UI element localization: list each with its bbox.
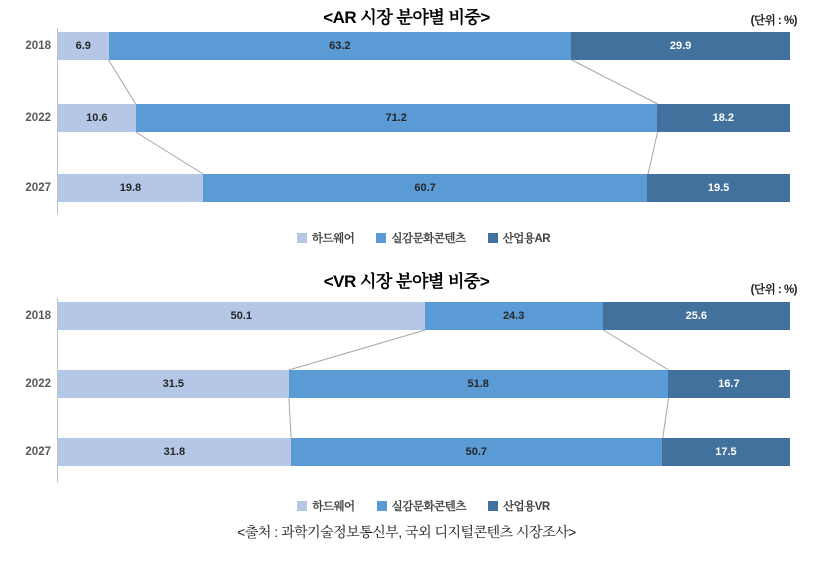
legend-label: 하드웨어: [312, 501, 355, 513]
year-label-2027: 2027: [25, 182, 51, 194]
ar-unit-label: (단위 : %): [750, 15, 797, 27]
bar-segment-산업용AR: [657, 104, 790, 132]
bar-value: 50.1: [230, 310, 253, 322]
bar-value: 18.2: [712, 112, 735, 124]
bar-value: 51.8: [467, 378, 489, 390]
bar-segment-실감문화콘텐츠: [425, 302, 603, 330]
bar-value: 31.5: [162, 378, 184, 390]
bar-value: 10.6: [86, 112, 108, 124]
vr-unit-label: (단위 : %): [750, 284, 797, 296]
legend-label: 산업용AR: [502, 233, 551, 245]
bar-segment-산업용AR: [571, 32, 790, 60]
bar-segment-실감문화콘텐츠: [289, 370, 668, 398]
bar-row-2022: [58, 104, 790, 132]
bar-value: 16.7: [718, 378, 740, 390]
bar-segment-하드웨어: [58, 32, 109, 60]
bar-value: 19.5: [707, 182, 730, 194]
bar-value: 63.2: [329, 40, 351, 52]
legend-item-실감문화콘텐츠: [376, 230, 465, 246]
bar-segment-하드웨어: [58, 174, 203, 202]
bar-segment-하드웨어: [58, 370, 289, 398]
bar-segment-실감문화콘텐츠: [109, 32, 572, 60]
legend-label: 실감문화콘텐츠: [391, 233, 466, 245]
bar-value: 17.5: [715, 446, 737, 458]
plot-area: [25, 298, 790, 482]
year-label-2022: 2022: [25, 378, 51, 390]
legend-item-산업용AR: [488, 230, 550, 246]
legend-swatch-icon: [488, 501, 498, 511]
year-label-2018: 2018: [25, 40, 51, 52]
legend-item-하드웨어: [297, 498, 354, 514]
legend-item-산업용VR: [488, 498, 550, 514]
bar-segment-산업용VR: [603, 302, 790, 330]
bar-value: 6.9: [75, 40, 91, 52]
bar-row-2018: [58, 32, 790, 60]
bar-segment-실감문화콘텐츠: [291, 438, 662, 466]
bar-segment-실감문화콘텐츠: [136, 104, 657, 132]
bar-segment-하드웨어: [58, 104, 136, 132]
year-label-2027: 2027: [25, 446, 51, 458]
bar-value: 25.6: [685, 310, 707, 322]
bar-value: 19.8: [119, 182, 142, 194]
bar-segment-산업용AR: [647, 174, 790, 202]
legend-label: 하드웨어: [311, 233, 355, 245]
legend-item-하드웨어: [297, 230, 354, 246]
bar-segment-하드웨어: [58, 438, 291, 466]
bar-row-2027: [58, 174, 790, 202]
legend-swatch-icon: [297, 233, 307, 243]
bar-segment-실감문화콘텐츠: [203, 174, 647, 202]
bar-value: 50.7: [465, 446, 488, 458]
bar-value: 31.8: [163, 446, 186, 458]
bar-row-2018: [58, 302, 790, 330]
legend-item-실감문화콘텐츠: [377, 498, 466, 514]
bar-value: 60.7: [414, 182, 436, 194]
bar-row-2022: [58, 370, 790, 398]
bar-value: 29.9: [669, 40, 692, 52]
year-label-2018: 2018: [25, 310, 51, 322]
year-label-2022: 2022: [25, 112, 51, 124]
source-caption: <출처 : 과학기술정보통신부, 국외 디지털콘텐츠 시장조사>: [237, 524, 576, 540]
legend-swatch-icon: [377, 501, 387, 511]
legend-label: 산업용VR: [502, 501, 550, 513]
ar-chart-section: [0, 0, 813, 260]
ar-chart-title: <AR 시장 분야별 비중>: [323, 8, 490, 27]
bar-row-2027: [58, 438, 790, 466]
bar-value: 24.3: [502, 310, 525, 322]
legend-swatch-icon: [297, 501, 307, 511]
vr-chart-section: [0, 260, 813, 522]
plot-area: [25, 28, 790, 214]
legend-label: 실감문화콘텐츠: [391, 501, 466, 513]
bar-segment-산업용VR: [668, 370, 790, 398]
legend-swatch-icon: [488, 233, 498, 243]
bar-segment-산업용VR: [662, 438, 790, 466]
vr-legend: [57, 498, 790, 514]
ar-legend: [57, 230, 790, 246]
vr-chart-title: <VR 시장 분야별 비중>: [323, 272, 490, 291]
legend-swatch-icon: [376, 233, 386, 243]
bar-segment-하드웨어: [58, 302, 425, 330]
bar-value: 71.2: [385, 112, 407, 124]
